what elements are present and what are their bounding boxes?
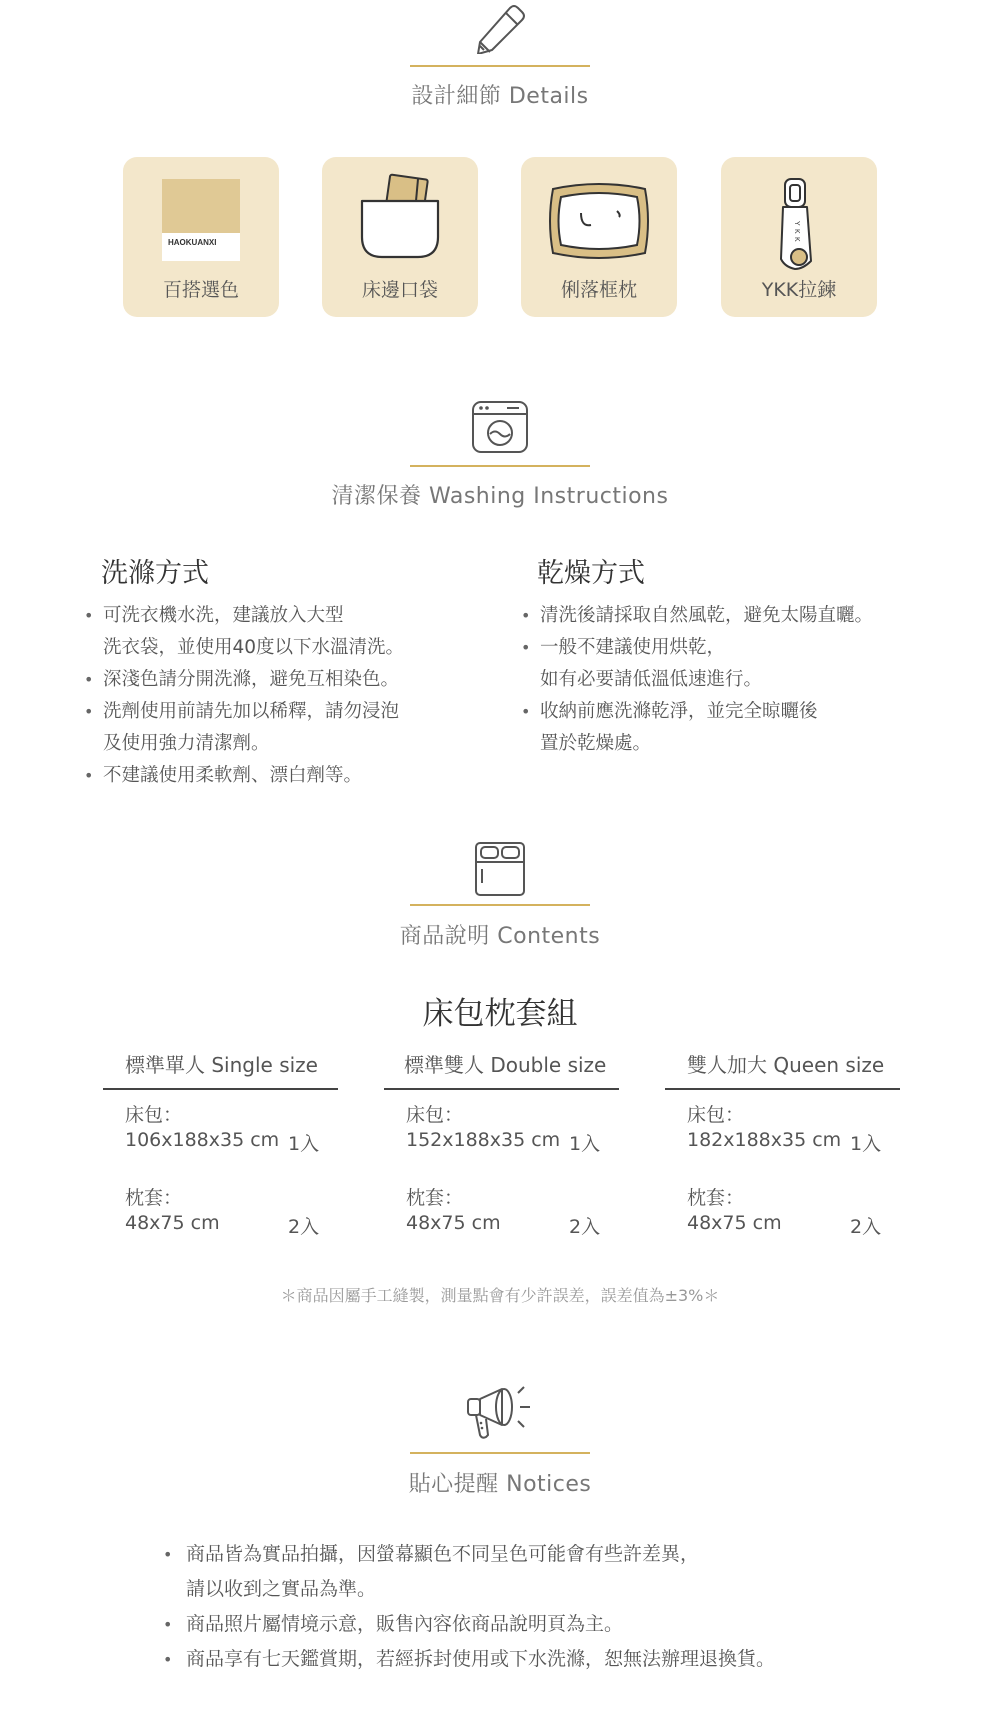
- pillow-qty: 2入: [850, 1216, 882, 1238]
- wash-list: [86, 600, 404, 792]
- size-column-double: [384, 1049, 619, 1238]
- contents-title: 商品說明 Contents: [399, 924, 601, 949]
- tile-label-zipper: YKK拉鍊: [761, 279, 837, 301]
- megaphone-icon: [464, 1383, 536, 1441]
- list-item: • 一般不建議使用烘乾， 如有必要請低溫低速進行。: [523, 632, 873, 696]
- pillow-dims: 48x75 cm: [125, 1212, 220, 1234]
- pillow-label: 枕套：: [125, 1187, 183, 1209]
- dry-list: [523, 600, 873, 760]
- list-item: • 收納前應洗滌乾淨，並完全晾曬後 置於乾燥處。: [523, 696, 873, 760]
- tile-label-color: 百搭選色: [162, 279, 239, 301]
- size-column-single: [103, 1049, 338, 1238]
- list-item: • 商品照片屬情境示意，販售內容依商品說明頁為主。: [165, 1607, 775, 1642]
- list-item: • 清洗後請採取自然風乾，避免太陽直曬。: [523, 600, 873, 632]
- size-header: 標準單人 Single size: [103, 1049, 338, 1090]
- washing-title: 清潔保養 Washing Instructions: [331, 484, 669, 509]
- wash-heading: 洗滌方式: [101, 558, 209, 589]
- pillow-dims: 48x75 cm: [406, 1212, 501, 1234]
- list-item: • 商品享有七天鑑賞期，若經拆封使用或下水洗滌，恕無法辦理退換貨。: [165, 1642, 775, 1677]
- washing-divider: [410, 465, 590, 467]
- tile-zipper: [721, 157, 877, 317]
- size-header: 雙人加大 Queen size: [665, 1049, 900, 1090]
- fitted-qty: 1入: [850, 1133, 882, 1155]
- list-item: • 商品皆為實品拍攝，因螢幕顯色不同呈色可能會有些許差異， 請以收到之實品為準。: [165, 1537, 775, 1607]
- dry-heading: 乾燥方式: [537, 558, 645, 589]
- svg-text:K: K: [793, 229, 800, 234]
- fitted-qty: 1入: [569, 1133, 601, 1155]
- tile-framed-pillow: [521, 157, 677, 317]
- measurement-note: ＊商品因屬手工縫製，測量點會有少許誤差，誤差值為±3%＊: [280, 1286, 720, 1305]
- fitted-dims: 152x188x35 cm: [406, 1129, 561, 1151]
- pillow-dims: 48x75 cm: [687, 1212, 782, 1234]
- details-title: 設計細節 Details: [411, 84, 589, 109]
- fitted-qty: 1入: [288, 1133, 320, 1155]
- fitted-dims: 182x188x35 cm: [687, 1129, 842, 1151]
- pencil-icon: [470, 2, 530, 54]
- tile-label-pocket: 床邊口袋: [361, 279, 438, 301]
- washing-machine-icon: [471, 400, 529, 454]
- bed-icon: [474, 841, 526, 897]
- pocket-icon: [358, 171, 442, 263]
- fitted-label: 床包：: [125, 1104, 183, 1126]
- svg-text:Y: Y: [793, 221, 800, 226]
- notices-title: 貼心提醒 Notices: [408, 1472, 592, 1497]
- zipper-icon: [773, 177, 823, 271]
- notices-list: [165, 1537, 775, 1677]
- pillow-qty: 2入: [569, 1216, 601, 1238]
- tile-pocket: [322, 157, 478, 317]
- size-column-queen: [665, 1049, 900, 1238]
- product-title: 床包枕套組: [422, 996, 578, 1032]
- tile-label-pillow: 俐落框枕: [560, 279, 637, 301]
- pillow-label: 枕套：: [406, 1187, 464, 1209]
- svg-text:K: K: [793, 237, 800, 242]
- list-item: • 深淺色請分開洗滌，避免互相染色。: [86, 664, 404, 696]
- list-item: • 可洗衣機水洗，建議放入大型 洗衣袋，並使用40度以下水溫清洗。: [86, 600, 404, 664]
- framed-pillow-icon: [547, 181, 651, 261]
- size-header: 標準雙人 Double size: [384, 1049, 619, 1090]
- notices-divider: [410, 1452, 590, 1454]
- swatch-fill: [162, 179, 240, 233]
- pillow-qty: 2入: [288, 1216, 320, 1238]
- tile-color-swatch: [123, 157, 279, 317]
- fitted-label: 床包：: [406, 1104, 464, 1126]
- details-divider: [410, 65, 590, 67]
- fitted-label: 床包：: [687, 1104, 745, 1126]
- fitted-dims: 106x188x35 cm: [125, 1129, 280, 1151]
- swatch-brand-text: HAOKUANXI: [168, 238, 217, 247]
- list-item: • 洗劑使用前請先加以稀釋，請勿浸泡 及使用強力清潔劑。: [86, 696, 404, 760]
- pillow-label: 枕套：: [687, 1187, 745, 1209]
- color-swatch-icon: [162, 179, 240, 261]
- contents-divider: [410, 904, 590, 906]
- list-item: • 不建議使用柔軟劑、漂白劑等。: [86, 760, 404, 792]
